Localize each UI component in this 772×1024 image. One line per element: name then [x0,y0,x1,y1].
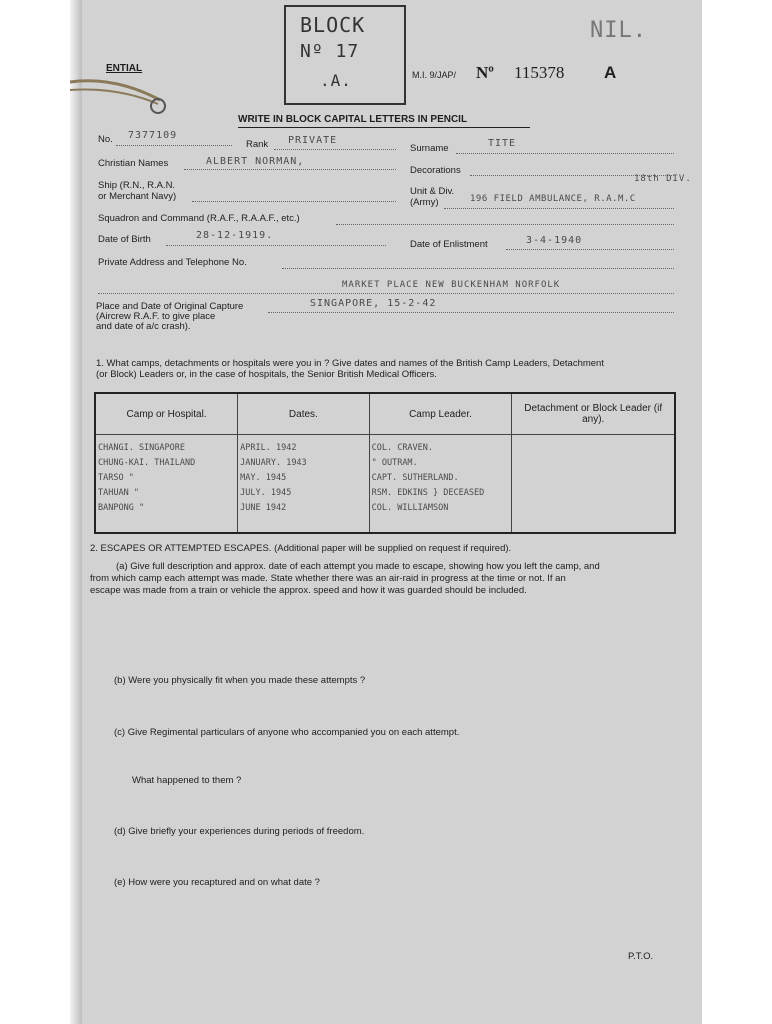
header-detachment: Detachment or Block Leader (if any). [512,393,675,435]
camp-cell: CHANGI. SINGAPORE [98,443,185,453]
unit-label-1: Unit & Div. [410,186,455,197]
no-line [116,145,232,146]
dob-value: 28-12-1919. [196,230,274,241]
address-line-2 [98,293,674,294]
capture-value: SINGAPORE, 15-2-42 [310,298,437,309]
camp-cell: BANPONG " [98,503,145,513]
instruction-heading: WRITE IN BLOCK CAPITAL LETTERS IN PENCIL [238,114,468,125]
detachment-column [512,435,675,534]
leader-column [369,435,512,534]
stamp-line-3: .A. [320,71,352,90]
christian-names-label: Christian Names [98,158,169,169]
nil-note: NIL. [590,18,647,43]
surname-line [456,153,674,154]
camp-table-header [95,393,675,435]
rank-line [274,149,396,150]
squadron-line [336,224,674,225]
camp-cell: TAHUAN " [98,488,139,498]
date-cell: JULY. 1945 [240,488,292,498]
capture-line [268,312,674,313]
question-2c: (c) Give Regimental particulars of anyone who accompanied you on each attempt. [114,727,460,738]
string-tie [70,70,180,130]
address-value: MARKET PLACE NEW BUCKENHAM NORFOLK [342,280,561,290]
number-prefix: Nº [476,63,494,82]
address-line-1 [282,268,674,269]
decorations-label: Decorations [410,165,461,176]
surname-value: TITE [488,138,517,149]
ship-label-2: or Merchant Navy) [98,191,177,202]
serial-suffix: A [604,63,617,82]
question-2a-line-3: escape was made from a train or vehicle the approx. speed and how it was guarded should be included. [90,585,527,596]
camp-cell: TARSO " [98,473,134,483]
question-2d: (d) Give briefly your experiences during periods of freedom. [114,826,365,837]
leader-cell: CAPT. SUTHERLAND. [371,473,459,483]
enlistment-label: Date of Enlistment [410,239,488,250]
capture-label-3: and date of a/c crash). [96,321,191,332]
header-leader: Camp Leader. [369,393,512,435]
no-label: No. [98,134,113,145]
form-code: M.I. 9/JAP/ [412,70,457,80]
capture-label-2: (Aircrew R.A.F. to give place [96,311,216,322]
surname-label: Surname [410,143,449,154]
question-2b: (b) Were you physically fit when you made these attempts ? [114,675,366,686]
block-stamp [284,5,406,105]
date-cell: APRIL. 1942 [240,443,297,453]
rank-value: PRIVATE [288,135,338,146]
leader-cell: COL. CRAVEN. [371,443,434,453]
enlistment-value: 3-4-1940 [526,235,583,246]
instruction-underline [238,127,530,128]
question-1-line-1: 1. What camps, detachments or hospitals were you in ? Give dates and names of the British Camp Leaders, Detachment [96,358,604,369]
leader-cell: RSM. EDKINS } DECEASED [371,488,485,498]
unit-label-2: (Army) [410,197,439,208]
confidential-label: ENTIAL [106,63,143,74]
address-label: Private Address and Telephone No. [98,257,247,268]
camp-column [95,435,238,534]
page-edge [70,0,82,1024]
camp-table-body [95,435,675,534]
header-dates: Dates. [238,393,369,435]
christian-names-value: ALBERT NORMAN, [206,156,305,167]
camp-table [94,392,676,534]
stamp-line-1: BLOCK [300,13,366,37]
header-camp: Camp or Hospital. [95,393,238,435]
unit-division: 18th DIV. [634,174,692,184]
squadron-label: Squadron and Command (R.A.F., R.A.A.F., etc.) [98,213,300,224]
date-cell: MAY. 1945 [240,473,287,483]
question-2a-line-2: from which camp each attempt was made. State whether there was an air-raid in progress at the time or not. If an [90,573,566,584]
dob-line [166,245,386,246]
enlistment-line [506,249,674,250]
christian-names-line [184,169,396,170]
leader-cell: COL. WILLIAMSON [371,503,449,513]
camp-cell: CHUNG-KAI. THAILAND [98,458,196,468]
no-value: 7377109 [128,130,178,141]
ship-label-1: Ship (R.N., R.A.N. [98,180,176,191]
question-2-title: 2. ESCAPES OR ATTEMPTED ESCAPES. (Additional paper will be supplied on request if required). [90,543,512,554]
question-2c-followup: What happened to them ? [132,775,242,786]
leader-cell: " OUTRAM. [371,458,418,468]
question-2a-line-1: (a) Give full description and approx. date of each attempt you made to escape, showing how you left the camp, and [116,561,600,572]
question-1-line-2: (or Block) Leaders or, in the case of hospitals, the Senior British Medical Officers. [96,369,437,380]
stamp-line-2: Nº 17 [300,41,360,62]
capture-label-1: Place and Date of Original Capture [96,301,244,312]
question-2e: (e) How were you recaptured and on what date ? [114,877,320,888]
dates-column [238,435,369,534]
unit-line [444,208,674,209]
date-cell: JANUARY. 1943 [240,458,307,468]
rank-label: Rank [246,139,269,150]
dob-label: Date of Birth [98,234,151,245]
serial-number: 115378 [514,63,565,82]
date-cell: JUNE 1942 [240,503,287,513]
unit-value: 196 FIELD AMBULANCE, R.A.M.C [470,194,636,204]
pto-label: P.T.O. [628,951,654,962]
ship-line [192,201,396,202]
